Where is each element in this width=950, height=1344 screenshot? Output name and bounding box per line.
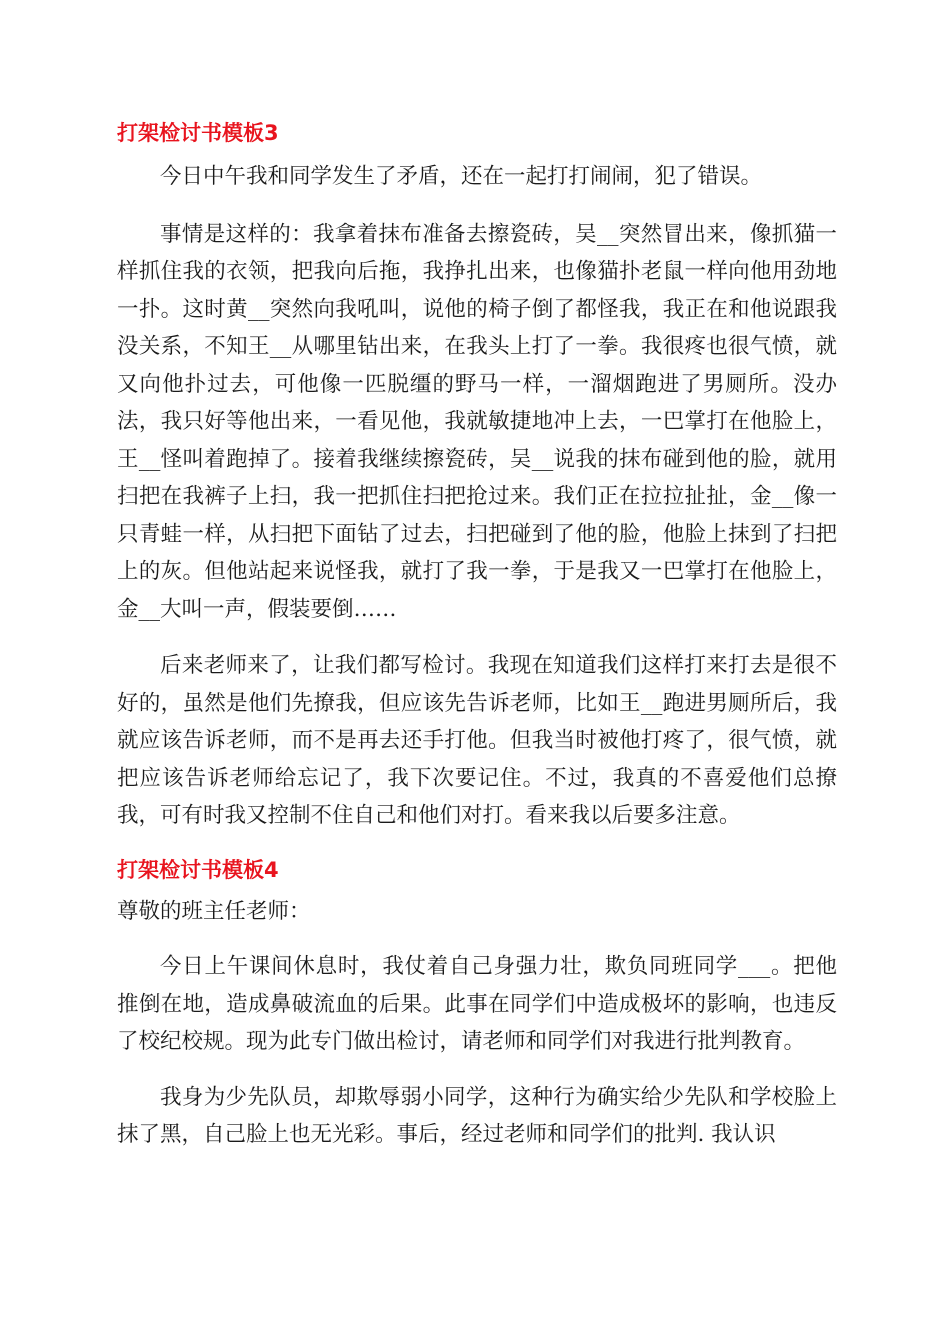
section-heading-template-4: 打架检讨书模板4	[117, 857, 279, 882]
section-heading-template-3: 打架检讨书模板3	[117, 121, 279, 145]
paragraph-intro: 今日中午我和同学发生了矛盾，还在一起打打闹闹，犯了错误。	[160, 164, 763, 189]
document-body	[117, 112, 837, 1154]
paragraph-incident: 事情是这样的：我拿着抹布准备去擦瓷砖，吴__突然冒出来，像抓猫一样抓住我的衣领，把我向后拖，我挣扎出来，也像猫扑老鼠一样向他用劲地一扑。这时黄__突然向我吼叫，说他的椅子倒了都怪我，我正在和他说跟我没关系，不知王__从哪里钻出来，在我头上打了一拳。我很疼也很气愤，就又向他扑过去，可他像一匹脱缰的野马一样，一溜烟跑进了男厕所。没办法，我只好等他出来，一看见他，我就敏捷地冲上去，一巴掌打在他脸上，王__怪叫着跑掉了。接着我继续擦瓷砖，吴__说我的抹布碰到他的脸，就用扫把在我裤子上扫，我一把抓住扫把抢过来。我们正在拉拉扯扯，金__像一只青蛙一样，从扫把下面钻了过去，扫把碰到了他的脸，他脸上抹到了扫把上的灰。但他站起来说怪我，就打了我一拳，于是我又一巴掌打在他脸上，金__大叫一声，假装要倒……	[117, 221, 837, 622]
salutation: 尊敬的班主任老师：	[117, 898, 311, 924]
paragraph-incident-2: 今日上午课间休息时，我仗着自己身强力壮，欺负同班同学___。把他推倒在地，造成鼻破流血的后果。此事在同学们中造成极坏的影响，也违反了校纪校规。现为此专门做出检讨，请老师和同学们对我进行批判教育。	[117, 954, 837, 1054]
paragraph-reflection: 后来老师来了，让我们都写检讨。我现在知道我们这样打来打去是很不好的，虽然是他们先撩我，但应该先告诉老师，比如王__跑进男厕所后，我就应该告诉老师，而不是再去还手打他。但我当时被他打疼了，很气愤，就把应该告诉老师给忘记了，我下次要记住。不过，我真的不喜爱他们总撩我，可有时我又控制不住自己和他们对打。看来我以后要多注意。	[117, 653, 837, 828]
paragraph-reflection-2: 我身为少先队员，却欺辱弱小同学，这种行为确实给少先队和学校脸上抹了黑，自己脸上也无光彩。事后，经过老师和同学们的批判. 我认识	[117, 1084, 837, 1147]
